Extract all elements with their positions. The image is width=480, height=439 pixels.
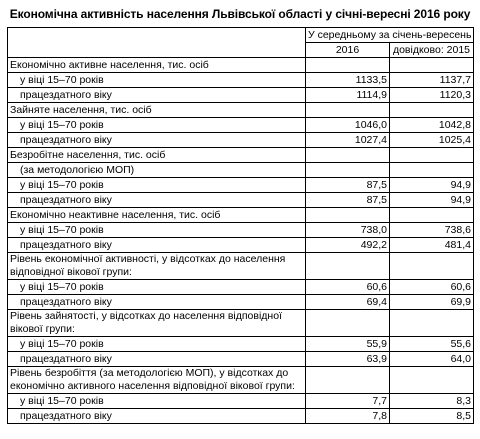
table-row [8, 367, 474, 394]
header-blank-cell [8, 28, 306, 58]
value-2016: 1046,0 [306, 118, 390, 133]
table-row [8, 238, 474, 253]
value-2016: 87,5 [306, 178, 390, 193]
table-row [8, 280, 474, 295]
table-row [8, 352, 474, 367]
row-label: працездатного віку [8, 193, 306, 208]
row-label: (за методологією МОП) [8, 163, 306, 178]
header-row [8, 28, 474, 43]
header-2016-cell: 2016 [306, 43, 390, 58]
value-2015 [390, 253, 474, 280]
table-row [8, 337, 474, 352]
row-label: у віці 15–70 років [8, 223, 306, 238]
row-label: Рівень безробіття (за методологією МОП), у відсотках до економічно активного населення відповідної вікової групи: [8, 367, 306, 394]
table-row [8, 133, 474, 148]
row-label: працездатного віку [8, 238, 306, 253]
value-2015: 64,0 [390, 352, 474, 367]
table-row [8, 118, 474, 133]
row-label: Безробітне населення, тис. осіб [8, 148, 306, 163]
value-2015: 481,4 [390, 238, 474, 253]
row-label: працездатного віку [8, 133, 306, 148]
table-row [8, 73, 474, 88]
row-label: у віці 15–70 років [8, 178, 306, 193]
value-2015 [390, 163, 474, 178]
value-2015: 1137,7 [390, 73, 474, 88]
value-2016: 1027,4 [306, 133, 390, 148]
row-label: працездатного віку [8, 352, 306, 367]
value-2015 [390, 310, 474, 337]
table-row [8, 295, 474, 310]
value-2016 [306, 163, 390, 178]
value-2015: 69,9 [390, 295, 474, 310]
value-2016 [306, 310, 390, 337]
value-2016: 69,4 [306, 295, 390, 310]
table-row [8, 193, 474, 208]
table-row [8, 103, 474, 118]
row-label: Рівень зайнятості, у відсотках до населення відповідної вікової групи: [8, 310, 306, 337]
value-2016 [306, 208, 390, 223]
table-row [8, 223, 474, 238]
value-2015 [390, 208, 474, 223]
value-2016: 1114,9 [306, 88, 390, 103]
value-2016: 1133,5 [306, 73, 390, 88]
value-2015: 55,6 [390, 337, 474, 352]
row-label: Економічно неактивне населення, тис. осіб [8, 208, 306, 223]
value-2015: 1120,3 [390, 88, 474, 103]
row-label: у віці 15–70 років [8, 337, 306, 352]
value-2015: 738,6 [390, 223, 474, 238]
value-2016: 492,2 [306, 238, 390, 253]
row-label: працездатного віку [8, 88, 306, 103]
value-2015 [390, 148, 474, 163]
value-2015 [390, 367, 474, 394]
value-2016: 60,6 [306, 280, 390, 295]
value-2015: 8,3 [390, 394, 474, 409]
row-label: Зайняте населення, тис. осіб [8, 103, 306, 118]
table-row [8, 208, 474, 223]
value-2015: 60,6 [390, 280, 474, 295]
value-2015: 94,9 [390, 178, 474, 193]
row-label: працездатного віку [8, 409, 306, 424]
table-row [8, 253, 474, 280]
page-title: Економічна активність населення Львівської області у січні-вересні 2016 року [9, 7, 471, 21]
table-row [8, 310, 474, 337]
value-2016 [306, 148, 390, 163]
value-2016 [306, 103, 390, 118]
value-2015: 1025,4 [390, 133, 474, 148]
table-row [8, 394, 474, 409]
table-row [8, 58, 474, 73]
row-label: працездатного віку [8, 295, 306, 310]
row-label: у віці 15–70 років [8, 280, 306, 295]
table-row [8, 178, 474, 193]
row-label: Економічно активне населення, тис. осіб [8, 58, 306, 73]
value-2016: 63,9 [306, 352, 390, 367]
statistics-table [7, 27, 474, 424]
value-2016: 7,8 [306, 409, 390, 424]
value-2016 [306, 58, 390, 73]
value-2016 [306, 253, 390, 280]
row-label: у віці 15–70 років [8, 394, 306, 409]
header-2015-cell: довідково: 2015 [390, 43, 474, 58]
value-2015: 8,5 [390, 409, 474, 424]
table-row [8, 148, 474, 163]
value-2016: 7,7 [306, 394, 390, 409]
value-2016: 55,9 [306, 337, 390, 352]
value-2016: 738,0 [306, 223, 390, 238]
value-2015: 94,9 [390, 193, 474, 208]
table-row [8, 88, 474, 103]
value-2015 [390, 103, 474, 118]
row-label: Рівень економічної активності, у відсотках до населення відповідної вікової групи: [8, 253, 306, 280]
table-row [8, 163, 474, 178]
table-row [8, 409, 474, 424]
row-label: у віці 15–70 років [8, 118, 306, 133]
header-period-cell: У середньому за січень-вересень [306, 28, 474, 43]
value-2016 [306, 367, 390, 394]
value-2015: 1042,8 [390, 118, 474, 133]
value-2016: 87,5 [306, 193, 390, 208]
value-2015 [390, 58, 474, 73]
row-label: у віці 15–70 років [8, 73, 306, 88]
